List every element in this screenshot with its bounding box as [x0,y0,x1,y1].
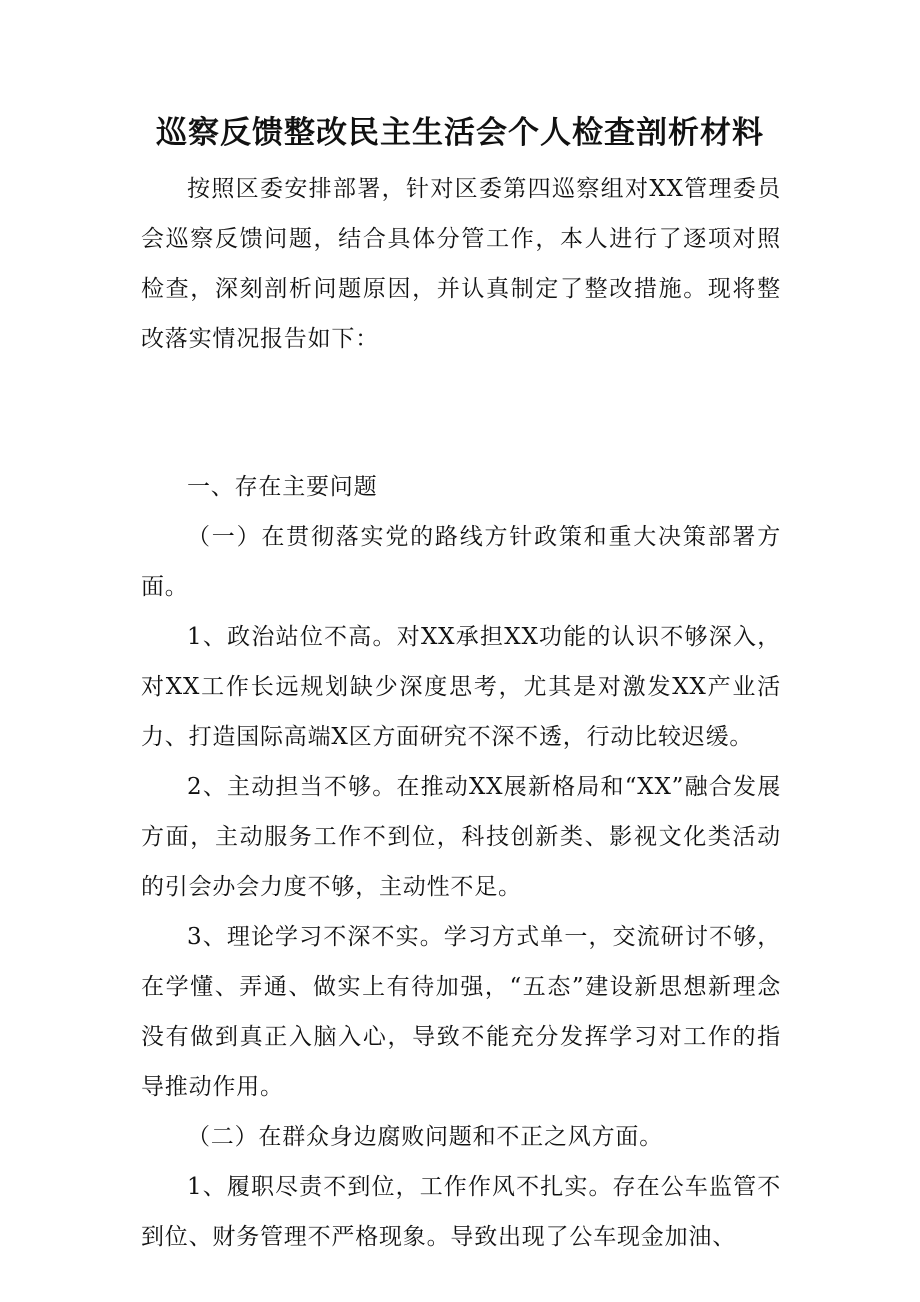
problem-item-1-1: 1、政治站位不高。对XX承担XX功能的认识不够深入，对XX工作长远规划缺少深度思考，尤其是对激发XX产业活力、打造国际高端X区方面研究不深不透，行动比较迟缓。 [141,624,781,750]
section-heading-main-problems: 一、存在主要问题 [187,474,378,500]
problem-item-1-3: 3、理论学习不深不实。学习方式单一，交流研讨不够，在学懂、弄通、做实上有待加强，“五态”建设新思想新理念没有做到真正入脑入心，导致不能充分发挥学习对工作的指导推动作用。 [141,924,781,1100]
document-body [141,164,781,1262]
subsection-heading-2: （二）在群众身边腐败问题和不正之风方面。 [187,1124,663,1150]
intro-paragraph: 按照区委安排部署，针对区委第四巡察组对XX管理委员会巡察反馈问题，结合具体分管工作，本人进行了逐项对照检查，深刻剖析问题原因，并认真制定了整改措施。现将整改落实情况报告如下： [141,176,781,352]
problem-item-1-2: 2、主动担当不够。在推动XX展新格局和“XX”融合发展方面，主动服务工作不到位，科技创新类、影视文化类活动的引会办会力度不够，主动性不足。 [141,774,781,900]
paragraph-spacer [141,364,781,462]
subsection-heading-1: （一）在贯彻落实党的路线方针政策和重大决策部署方面。 [141,524,781,600]
problem-item-2-1: 1、履职尽责不到位，工作作风不扎实。存在公车监管不到位、财务管理不严格现象。导致出现了公车现金加油、 [141,1174,781,1250]
document-title: 巡察反馈整改民主生活会个人检查剖析材料 [156,115,764,151]
